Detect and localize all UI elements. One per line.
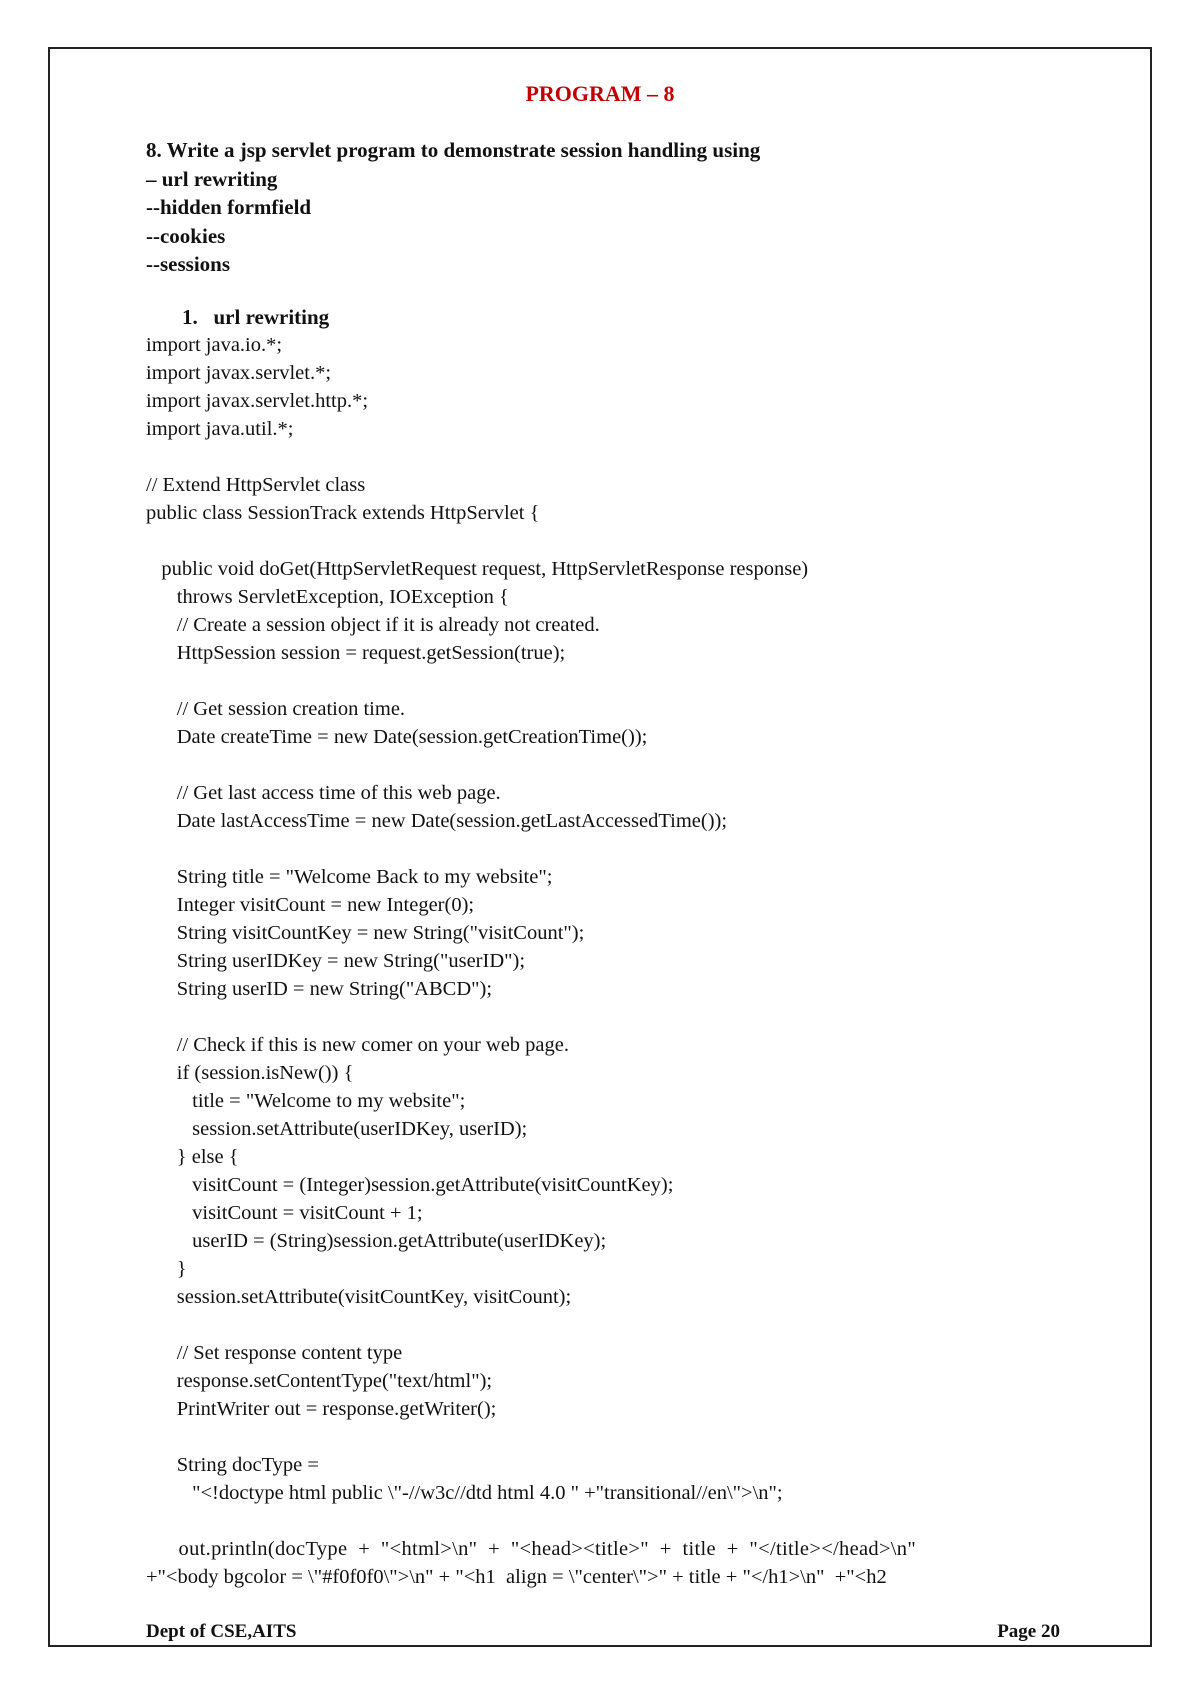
code-line — [146, 443, 1066, 471]
code-line: HttpSession session = request.getSession(true); — [146, 642, 566, 664]
code-line: // Create a session object if it is already not created. — [146, 614, 600, 636]
code-line: } — [146, 1258, 187, 1280]
code-line — [146, 751, 1066, 779]
footer-department: Dept of CSE,AITS — [146, 1621, 297, 1642]
code-line: String userIDKey = new String("userID"); — [146, 950, 526, 972]
code-line: Integer visitCount = new Integer(0); — [146, 894, 475, 916]
code-line: out.println(docType + "<html>\n" + "<head><title>" + title + "</title></head>\n" — [146, 1538, 917, 1560]
section-heading: 1. url rewriting — [182, 305, 330, 329]
program-title: PROGRAM – 8 — [525, 81, 675, 106]
task-line: – url rewriting — [146, 166, 278, 191]
code-line: } else { — [146, 1146, 239, 1168]
code-line: String userID = new String("ABCD"); — [146, 978, 493, 1000]
task-line: --sessions — [146, 252, 231, 276]
code-line: // Get session creation time. — [146, 698, 406, 720]
task-line: --hidden formfield — [146, 195, 312, 219]
code-line — [146, 667, 1066, 695]
code-line — [146, 1423, 1066, 1451]
code-line — [146, 835, 1066, 863]
code-line: Date lastAccessTime = new Date(session.getLastAccessedTime()); — [146, 810, 728, 832]
code-line: if (session.isNew()) { — [146, 1062, 354, 1084]
code-line: import java.util.*; — [146, 418, 294, 440]
code-line: throws ServletException, IOException { — [146, 586, 509, 608]
code-line — [146, 1003, 1066, 1031]
task-line: 8. Write a jsp servlet program to demonstrate session handling using — [146, 138, 761, 162]
code-line: import javax.servlet.http.*; — [146, 390, 369, 412]
code-line: response.setContentType("text/html"); — [146, 1370, 493, 1392]
code-line: visitCount = visitCount + 1; — [146, 1202, 423, 1224]
code-line: public class SessionTrack extends HttpServlet { — [146, 502, 540, 524]
code-line: // Check if this is new comer on your web page. — [146, 1034, 570, 1056]
code-line: visitCount = (Integer)session.getAttribute(visitCountKey); — [146, 1174, 674, 1196]
code-line: String docType = — [146, 1454, 319, 1476]
code-line: // Set response content type — [146, 1342, 403, 1364]
code-line: String visitCountKey = new String("visitCount"); — [146, 922, 585, 944]
code-line: import java.io.*; — [146, 334, 283, 356]
code-line: userID = (String)session.getAttribute(userIDKey); — [146, 1230, 607, 1252]
task-statement — [146, 136, 760, 279]
footer-page-number: Page 20 — [997, 1621, 1060, 1642]
code-line: String title = "Welcome Back to my website"; — [146, 866, 553, 888]
code-line: public void doGet(HttpServletRequest request, HttpServletResponse response) — [146, 558, 809, 580]
code-line: import javax.servlet.*; — [146, 362, 332, 384]
code-line: session.setAttribute(userIDKey, userID); — [146, 1118, 528, 1140]
code-line — [146, 1311, 1066, 1339]
code-line: title = "Welcome to my website"; — [146, 1090, 466, 1112]
code-line — [146, 527, 1066, 555]
code-line: Date createTime = new Date(session.getCreationTime()); — [146, 726, 648, 748]
code-line: +"<body bgcolor = \"#f0f0f0\">\n" + "<h1 align = \"center\">" + title + "</h1>\n" +"<h2 — [146, 1566, 887, 1588]
code-line: PrintWriter out = response.getWriter(); — [146, 1398, 497, 1420]
code-line: "<!doctype html public \"-//w3c//dtd html 4.0 " +"transitional//en\">\n"; — [146, 1482, 783, 1504]
code-line: session.setAttribute(visitCountKey, visitCount); — [146, 1286, 572, 1308]
task-line: --cookies — [146, 223, 226, 248]
code-line — [146, 1507, 1066, 1535]
code-listing — [146, 331, 1066, 1591]
code-line: // Get last access time of this web page. — [146, 782, 501, 804]
code-line: // Extend HttpServlet class — [146, 474, 366, 496]
